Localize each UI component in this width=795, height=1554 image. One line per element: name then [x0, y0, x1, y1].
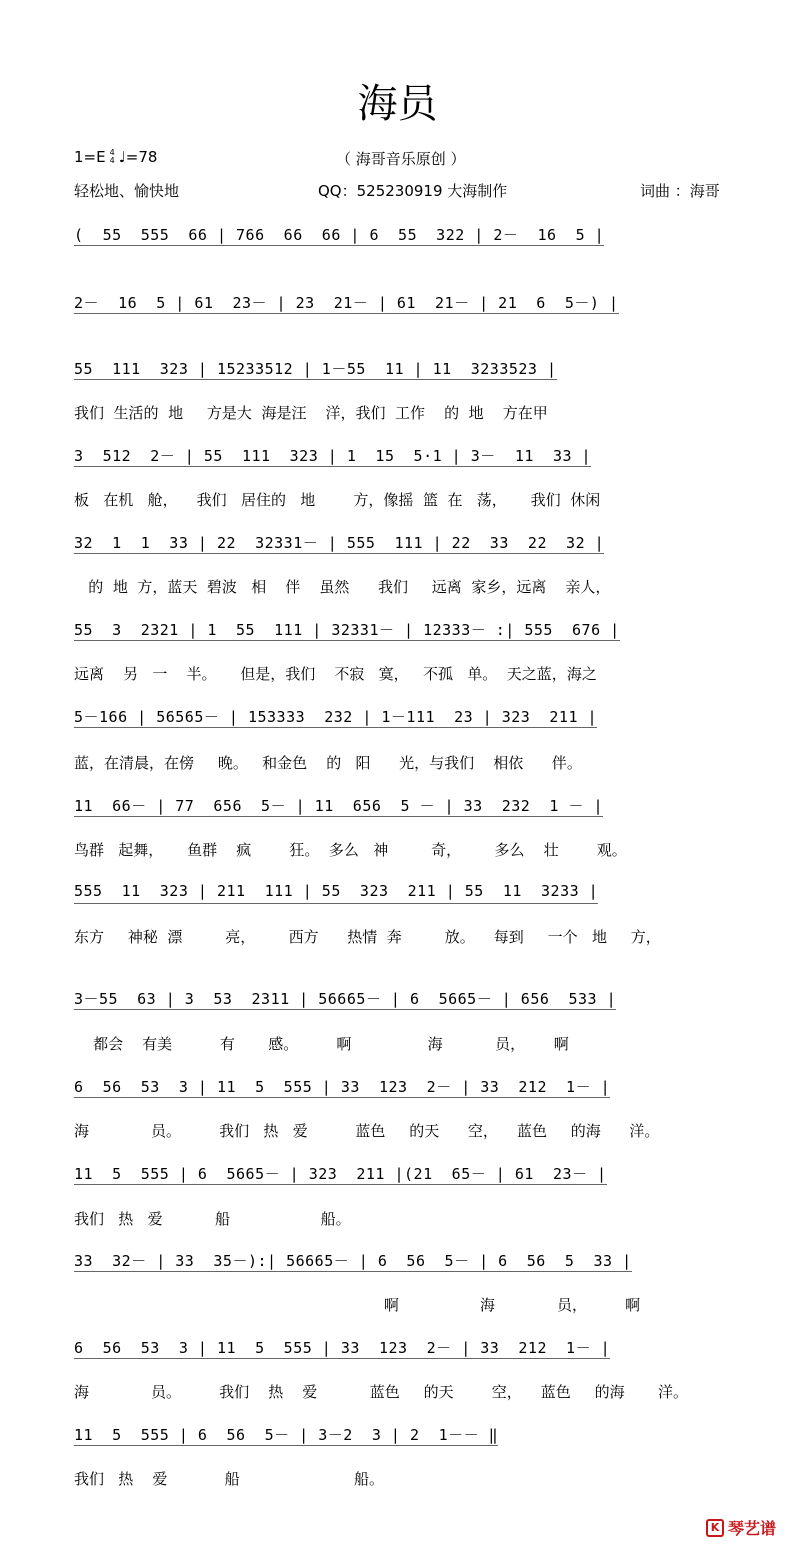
beam-underline: [74, 1184, 607, 1185]
jianpu-notes: 6 56 53 3 | 11 5 555 | 33 123 2－ | 33 212 1－ |: [74, 1078, 611, 1096]
jianpu-notes: 3 512 2－ | 55 111 323 | 1 15 5·1 | 3－ 11 33 |: [74, 447, 592, 465]
jianpu-notes: 11 66－ | 77 656 5－ | 11 656 5 － | 33 232 1 － |: [74, 797, 604, 815]
qq-credit: QQ：525230919 大海制作: [318, 182, 508, 200]
beam-underline: [74, 816, 603, 817]
logo-icon: K: [706, 1519, 724, 1537]
source-note: （ 海哥音乐原创 ）: [336, 150, 466, 168]
jianpu-notes: 11 5 555 | 6 5665－ | 323 211 |(21 65－ | 61 23－ |: [74, 1165, 607, 1183]
jianpu-notes: ( 55 555 66 | 766 66 66 | 6 55 322 | 2－ 16 5 |: [74, 226, 605, 244]
lyric-line: 海 员。 我们 热 爱 蓝色 的天 空， 蓝色 的海 洋。: [74, 1122, 660, 1140]
lyric-line: 啊 海 员， 啊: [74, 1296, 641, 1314]
lyric-line: 我们 热 爱 船 船。: [74, 1210, 351, 1228]
lyric-line: 鸟群 起舞， 鱼群 疯 狂。 多么 神 奇， 多么 壮 观。: [74, 841, 627, 859]
beam-underline: [74, 903, 598, 904]
beam-underline: [74, 1097, 610, 1098]
time-signature: 4 4: [109, 148, 115, 165]
lyric-line: 远离 另 一 半。 但是，我们 不寂 寞， 不孤 单。 天之蓝，海之: [74, 665, 597, 683]
beam-underline: [74, 1009, 616, 1010]
key-signature: 1=E: [74, 148, 106, 166]
lyric-line: 都会 有美 有 感。 啊 海 员， 啊: [74, 1035, 569, 1053]
beam-underline: [74, 379, 557, 380]
jianpu-notes: 6 56 53 3 | 11 5 555 | 33 123 2－ | 33 212 1－ |: [74, 1339, 611, 1357]
lyric-line: 我们 热 爱 船 船。: [74, 1470, 385, 1488]
page-title: 海员: [357, 81, 438, 127]
beam-underline: [74, 727, 597, 728]
lyric-line: 板 在机 舱， 我们 居住的 地 方，像摇 篮 在 荡， 我们 休闲: [74, 491, 601, 509]
key-signature-block: [74, 148, 157, 166]
tempo: ♩=78: [118, 148, 158, 166]
beam-underline: [74, 1358, 610, 1359]
watermark-text: 琴艺谱: [728, 1519, 777, 1538]
beam-underline: [74, 553, 604, 554]
lyric-line: 我们 生活的 地 方是大 海是汪 洋，我们 工作 的 地 方在甲: [74, 404, 548, 422]
jianpu-notes: 55 111 323 | 15233512 | 1－55 11 | 11 3233523 |: [74, 360, 557, 378]
lyric-line: 蓝，在清晨，在傍 晚。 和金色 的 阳 光，与我们 相依 伴。: [74, 754, 582, 772]
jianpu-notes: 2－ 16 5 | 61 23－ | 23 21－ | 61 21－ | 21 6 5－) |: [74, 294, 619, 312]
beam-underline: [74, 313, 619, 314]
notation-line: [74, 224, 734, 284]
lyric-line: 的 地 方，蓝天 碧波 相 伴 虽然 我们 远离 家乡，远离 亲人，: [74, 578, 611, 596]
lyric-line: 东方 神秘 漂 亮， 西方 热情 奔 放。 每到 一个 地 方，: [74, 928, 661, 946]
jianpu-notes: 3－55 63 | 3 53 2311 | 56665－ | 6 5665－ | 656 533 |: [74, 990, 617, 1008]
beam-underline: [74, 1271, 632, 1272]
beam-underline: [74, 1445, 498, 1446]
beam-underline: [74, 466, 591, 467]
beam-underline: [74, 245, 604, 246]
jianpu-notes: 555 11 323 | 211 111 | 55 323 211 | 55 11 3233 |: [74, 882, 599, 900]
watermark-logo: [706, 1516, 776, 1539]
jianpu-notes: 32 1 1 33 | 22 32331－ | 555 111 | 22 33 22 32 |: [74, 534, 605, 552]
jianpu-notes: 55 3 2321 | 1 55 111 | 32331－ | 12333－ :| 555 676 |: [74, 621, 620, 639]
beam-underline: [74, 640, 620, 641]
jianpu-notes: 5－166 | 56565－ | 153333 232 | 1－111 23 | 323 211 |: [74, 708, 598, 726]
jianpu-notes: 33 32－ | 33 35－):| 56665－ | 6 56 5－ | 6 56 5 33 |: [74, 1252, 632, 1270]
notation-line: [74, 292, 734, 352]
jianpu-notes: 11 5 555 | 6 56 5－ | 3－2 3 | 2 1－－ ‖: [74, 1426, 499, 1444]
lyric-line: 海 员。 我们 热 爱 蓝色 的天 空， 蓝色 的海 洋。: [74, 1383, 688, 1401]
mood-marking: 轻松地、愉快地: [74, 182, 180, 200]
composer-credit: 词曲 ：海哥: [640, 182, 720, 200]
